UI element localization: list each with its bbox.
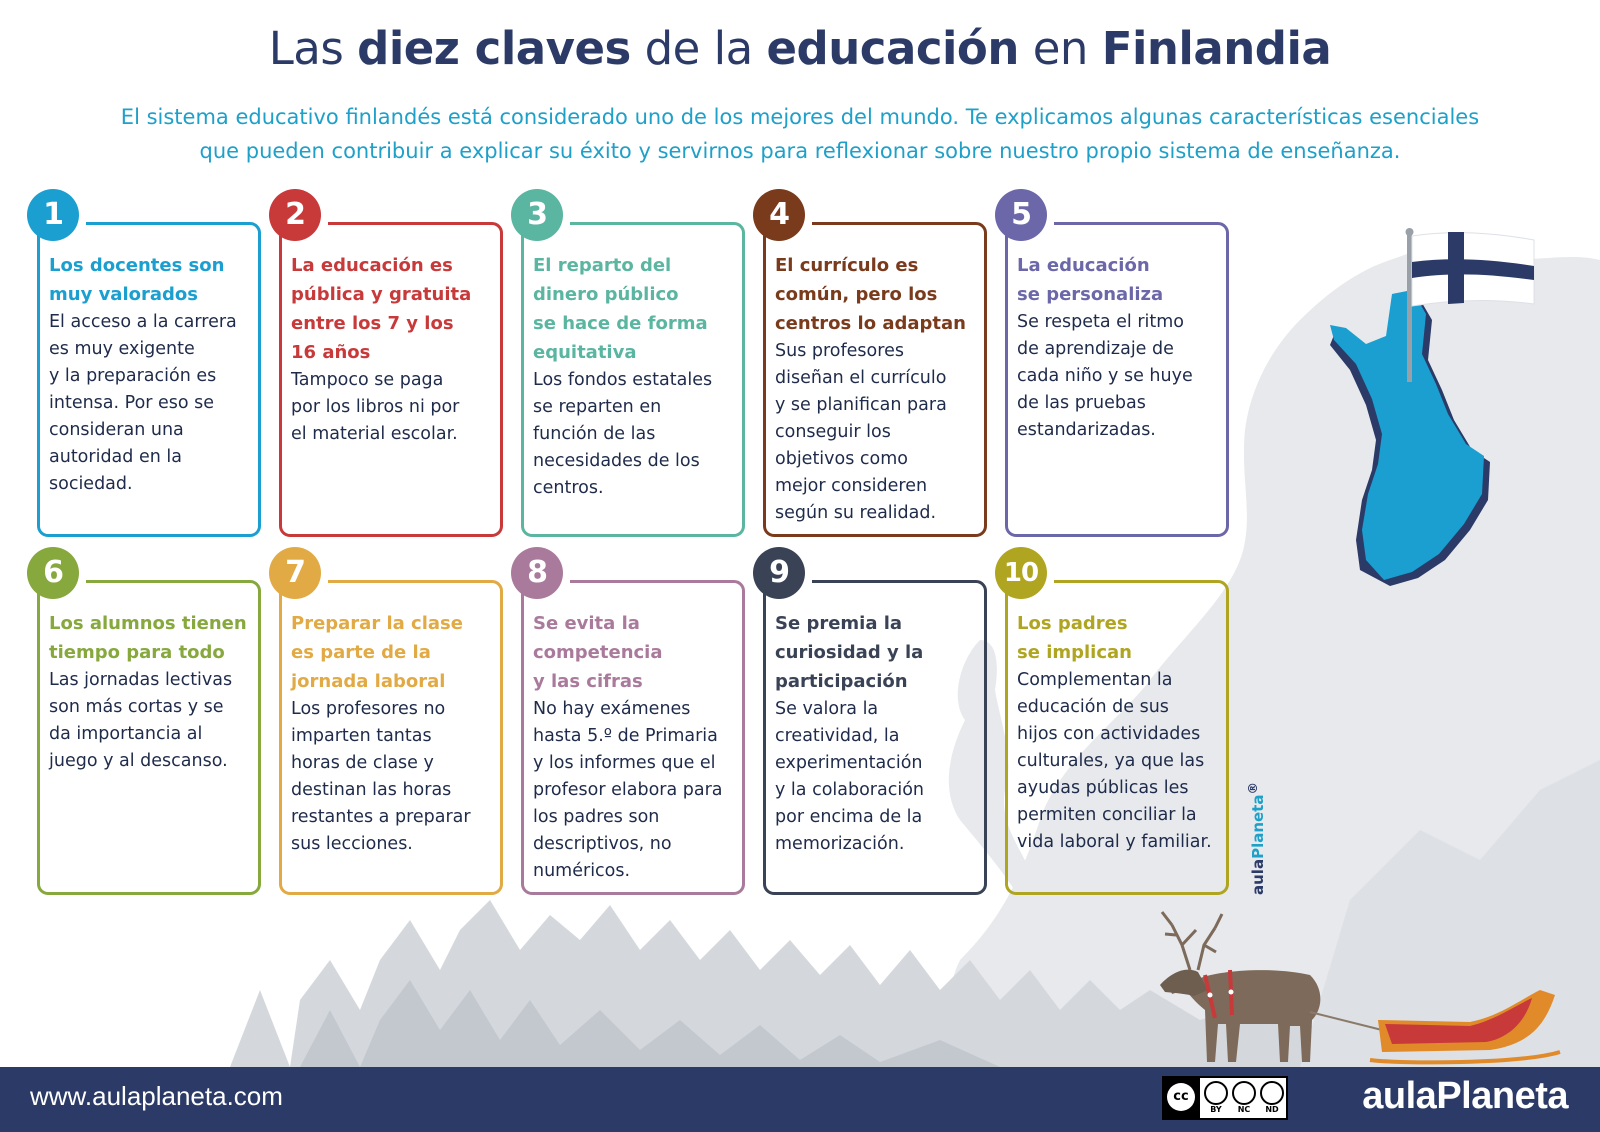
card-heading: El reparto del dinero público se hace de forma equitativa [533,255,708,363]
card-2 [279,197,503,537]
card-number-badge: 1 [27,189,79,241]
card-body: El acceso a la carrera es muy exigente y la preparación es intensa. Por eso se consideran una autoridad en la sociedad. [49,312,237,494]
card-body: Tampoco se paga por los libros ni por el material escolar. [291,370,460,444]
page-title: Las diez claves de la educación en Finlandia [268,22,1332,75]
card-body: Las jornadas lectivas son más cortas y se da importancia al juego y al descanso. [49,670,233,771]
card-heading: Se evita la competencia y las cifras [533,613,663,692]
card-heading: Preparar la clase es parte de la jornada laboral [291,613,463,692]
card-body: Los fondos estatales se reparten en función de las necesidades de los centros. [533,370,713,498]
card-body: Se valora la creatividad, la experimentación y la colaboración por encima de la memorización. [775,699,924,854]
card-heading: Los padres se implican [1017,613,1132,663]
card-heading: El currículo es común, pero los centros lo adaptan [775,255,966,334]
card-1 [37,197,261,537]
card-number-badge: 10 [995,547,1047,599]
card-body: Se respeta el ritmo de aprendizaje de cada niño y se huye de las pruebas estandarizadas. [1017,312,1193,440]
card-number-badge: 6 [27,547,79,599]
card-5 [1005,197,1229,537]
card-number-badge: 4 [753,189,805,241]
card-number-badge: 3 [511,189,563,241]
card-4 [763,197,987,537]
page-subtitle [100,100,1500,168]
card-8 [521,555,745,895]
card-heading: Se premia la curiosidad y la participación [775,613,924,692]
card-body: No hay exámenes hasta 5.º de Primaria y los informes que el profesor elabora para los padres son descriptivos, no numéricos. [533,699,723,881]
card-number-badge: 2 [269,189,321,241]
card-6 [37,555,261,895]
card-body: Complementan la educación de sus hijos con actividades culturales, ya que las ayudas públicas les permiten conciliar la vida laboral y familiar. [1017,670,1212,852]
card-body: Los profesores no imparten tantas horas de clase y destinan las horas restantes a preparar sus lecciones. [291,699,471,854]
subtitle-line-2: que pueden contribuir a explicar su éxito y servirnos para reflexionar sobre nuestro propio sistema de enseñanza. [199,139,1401,163]
card-7 [279,555,503,895]
card-heading: Los docentes son muy valorados [49,255,225,305]
card-number-badge: 5 [995,189,1047,241]
card-heading: La educación se personaliza [1017,255,1164,305]
card-heading: Los alumnos tienen tiempo para todo [49,613,247,663]
footer-brand-logo[interactable]: aulaPlaneta [1362,1075,1568,1117]
card-9 [763,555,987,895]
card-number-badge: 7 [269,547,321,599]
vertical-brand-logo: aulaPlaneta® [1245,782,1267,895]
card-heading: La educación es pública y gratuita entre los 7 y los 16 años [291,255,472,363]
card-10 [1003,558,1229,895]
card-body: Sus profesores diseñan el currículo y se planifican para conseguir los objetivos como mejor consideren según su realidad. [775,341,947,523]
footer-url-link[interactable]: www.aulaplaneta.com [30,1081,283,1111]
creative-commons-icon: cc BY NC ND [1162,1076,1288,1120]
card-3 [521,197,745,537]
subtitle-line-1: El sistema educativo finlandés está considerado uno de los mejores del mundo. Te explicamos algunas características esenciales [120,105,1480,129]
footer-bar [0,1067,1600,1132]
card-number-badge: 9 [753,547,805,599]
card-number-badge: 8 [511,547,563,599]
